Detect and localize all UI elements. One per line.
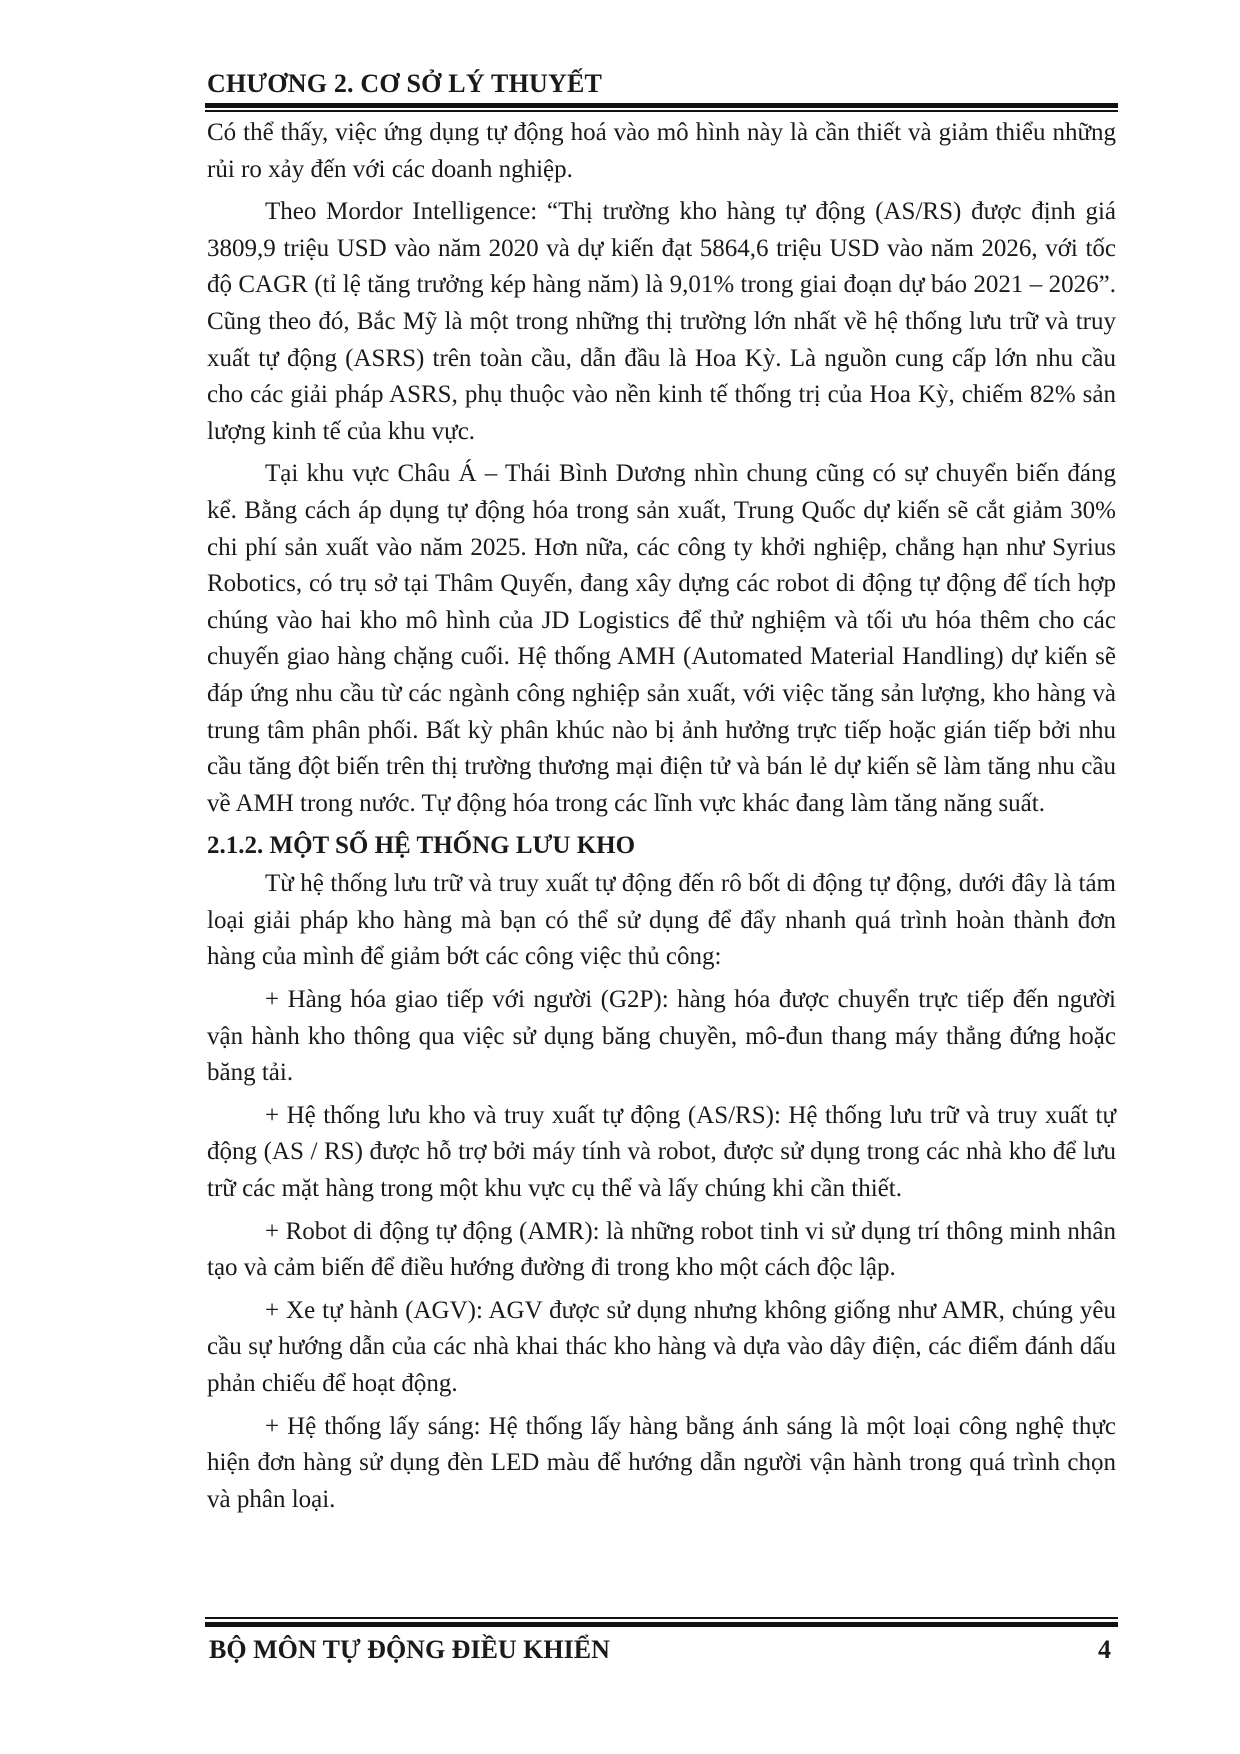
- paragraph-2: Theo Mordor Intelligence: “Thị trường kho hàng tự động (AS/RS) được định giá 3809,9 triệu USD vào năm 2020 và dự kiến đạt 5864,6 triệu USD vào năm 2026, với tốc độ CAGR (tỉ lệ tăng trưởng kép hàng năm) là 9,01% trong giai đoạn dự báo 2021 – 2026”. Cũng theo đó, Bắc Mỹ là một trong những thị trường lớn nhất về hệ thống lưu trữ và truy xuất tự động (ASRS) trên toàn cầu, dẫn đầu là Hoa Kỳ. Là nguồn cung cấp lớn nhu cầu cho các giải pháp ASRS, phụ thuộc vào nền kinh tế thống trị của Hoa Kỳ, chiếm 82% sản lượng kinh tế của khu vực.: [207, 198, 1116, 445]
- header-rule-thin: [205, 110, 1118, 112]
- bullet-g2p: + Hàng hóa giao tiếp với người (G2P): hàng hóa được chuyển trực tiếp đến người vận hành kho thông qua việc sử dụng băng chuyền, mô-đun thang máy thẳng đứng hoặc băng tải.: [207, 986, 1116, 1087]
- chapter-title: CHƯƠNG 2. CƠ SỞ LÝ THUYẾT: [207, 69, 603, 98]
- bullet-pick-to-light: + Hệ thống lấy sáng: Hệ thống lấy hàng bằng ánh sáng là một loại công nghệ thực hiện đơn hàng sử dụng đèn LED màu để hướng dẫn người vận hành trong quá trình chọn và phân loại.: [207, 1412, 1116, 1513]
- header-rule-thick: [205, 103, 1118, 108]
- bullet-amr: + Robot di động tự động (AMR): là những robot tinh vi sử dụng trí thông minh nhân tạo và cảm biến để điều hướng đường đi trong kho một cách độc lập.: [207, 1217, 1116, 1282]
- section-heading: 2.1.2. MỘT SỐ HỆ THỐNG LƯU KHO: [207, 832, 636, 860]
- paragraph-4: Từ hệ thống lưu trữ và truy xuất tự động đến rô bốt di động tự động, dưới đây là tám loại giải pháp kho hàng mà bạn có thể sử dụng để đẩy nhanh quá trình hoàn thành đơn hàng của mình để giảm bớt các công việc thủ công:: [207, 870, 1116, 971]
- page-body: [207, 115, 1116, 1524]
- bullet-agv: + Xe tự hành (AGV): AGV được sử dụng nhưng không giống như AMR, chúng yêu cầu sự hướng dẫn của các nhà khai thác kho hàng và dựa vào dây điện, các điểm đánh dấu phản chiếu để hoạt động.: [207, 1296, 1116, 1397]
- department-name: BỘ MÔN TỰ ĐỘNG ĐIỀU KHIỂN: [209, 1635, 610, 1664]
- paragraph-3: Tại khu vực Châu Á – Thái Bình Dương nhìn chung cũng có sự chuyển biến đáng kể. Bằng cách áp dụng tự động hóa trong sản xuất, Trung Quốc dự kiến sẽ cắt giảm 30% chi phí sản xuất vào năm 2025. Hơn nữa, các công ty khởi nghiệp, chẳng hạn như Syrius Robotics, có trụ sở tại Thâm Quyến, đang xây dựng các robot di động tự động để tích hợp chúng vào hai kho mô hình của JD Logistics để thử nghiệm và tối ưu hóa thêm cho các chuyến giao hàng chặng cuối. Hệ thống AMH (Automated Material Handling) dự kiến sẽ đáp ứng nhu cầu từ các ngành công nghiệp sản xuất, với việc tăng sản lượng, kho hàng và trung tâm phân phối. Bất kỳ phân khúc nào bị ảnh hưởng trực tiếp hoặc gián tiếp bởi nhu cầu tăng đột biến trên thị trường thương mại điện tử và bán lẻ dự kiến sẽ làm tăng nhu cầu về AMH trong nước. Tự động hóa trong các lĩnh vực khác đang làm tăng năng suất.: [207, 460, 1116, 817]
- footer-rule-thin: [205, 1617, 1118, 1619]
- page-number: 4: [1098, 1635, 1111, 1664]
- paragraph-1: Có thể thấy, việc ứng dụng tự động hoá vào mô hình này là cần thiết và giảm thiểu những rủi ro xảy đến với các doanh nghiệp.: [207, 119, 1116, 183]
- bullet-asrs: + Hệ thống lưu kho và truy xuất tự động (AS/RS): Hệ thống lưu trữ và truy xuất tự động (AS / RS) được hỗ trợ bởi máy tính và robot, được sử dụng trong các nhà kho để lưu trữ các mặt hàng trong một khu vực cụ thể và lấy chúng khi cần thiết.: [207, 1101, 1116, 1203]
- footer-rule-thick: [205, 1622, 1118, 1627]
